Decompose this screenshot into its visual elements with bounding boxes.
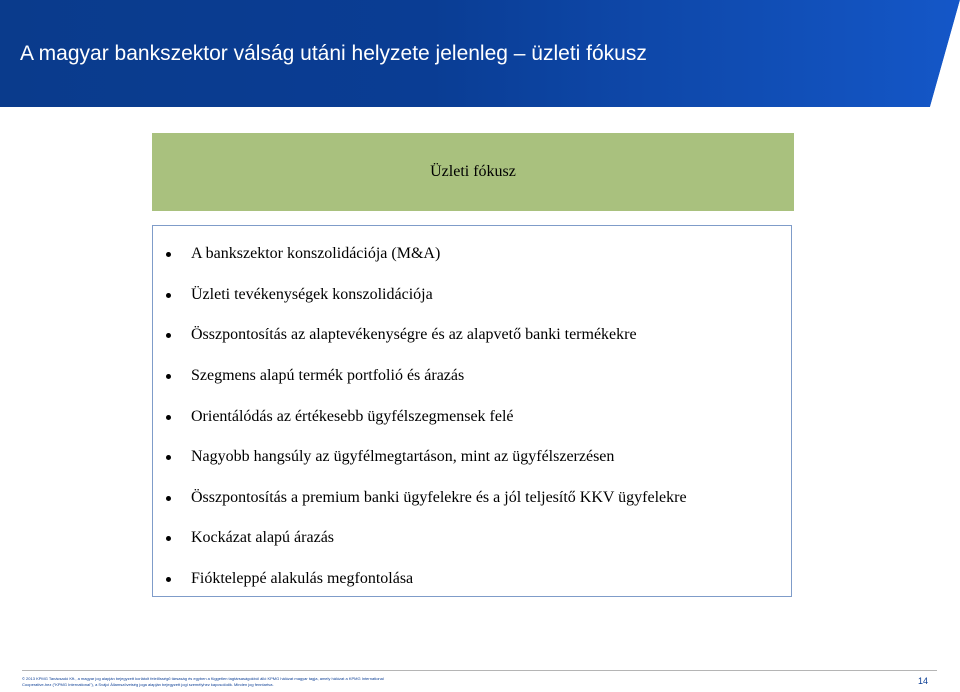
bullet-icon	[166, 415, 171, 420]
list-item	[153, 315, 791, 356]
list-item-text: Nagyobb hangsúly az ügyfélmegtartáson, mint az ügyfélszerzésen	[191, 448, 615, 466]
bullet-icon	[166, 252, 171, 257]
focus-heading-box	[152, 133, 794, 211]
list-item	[153, 396, 791, 437]
list-item-text: Összpontosítás az alaptevékenységre és az alapvető banki termékekre	[191, 326, 637, 344]
list-item-text: Kockázat alapú árazás	[191, 529, 335, 547]
bullet-icon	[166, 455, 171, 460]
bullet-icon	[166, 333, 171, 338]
list-item	[153, 356, 791, 397]
list-item	[153, 275, 791, 316]
page-title: A magyar bankszektor válság utáni helyzete jelenleg – üzleti fókusz	[20, 42, 647, 66]
bullet-icon	[166, 496, 171, 501]
list-item-text: Orientálódás az értékesebb ügyfélszegmensek felé	[191, 407, 514, 425]
bullet-icon	[166, 577, 171, 582]
bullet-list	[153, 234, 791, 599]
list-item-text: Szegmens alapú termék portfolió és árazás	[191, 367, 465, 385]
bullet-list-box	[152, 225, 792, 597]
list-item	[153, 478, 791, 519]
list-item-text: A bankszektor konszolidációja (M&A)	[191, 245, 441, 263]
footer-legal-line: © 2013 KPMG Tanácsadó Kft., a magyar jog alapján bejegyzett korlátolt felelősségű társaság és egyben a független tagtársaságokból álló KPMG hálózat magyar tagja, amely hálózat a KPMG International	[22, 676, 384, 681]
list-item	[153, 437, 791, 478]
bullet-icon	[166, 536, 171, 541]
bullet-icon	[166, 374, 171, 379]
list-item	[153, 518, 791, 559]
list-item	[153, 234, 791, 275]
focus-heading-label: Üzleti fókusz	[430, 163, 516, 180]
list-item-text: Összpontosítás a premium banki ügyfelekre és a jól teljesítő KKV ügyfelekre	[191, 488, 687, 506]
list-item-text: Üzleti tevékenységek konszolidációja	[191, 285, 433, 303]
page-number: 14	[918, 676, 929, 686]
footer-divider	[22, 670, 937, 671]
footer-legal-line: Cooperative-hez ("KPMG International"), a Svájci Államszövetség joga alapján bejegyzett jogi személyhez kapcsolódik. Minden jog fenntartva.	[22, 682, 274, 687]
bullet-icon	[166, 293, 171, 298]
list-item	[153, 559, 791, 600]
list-item-text: Fiókteleppé alakulás megfontolása	[191, 570, 414, 588]
footer-legal	[22, 676, 722, 688]
